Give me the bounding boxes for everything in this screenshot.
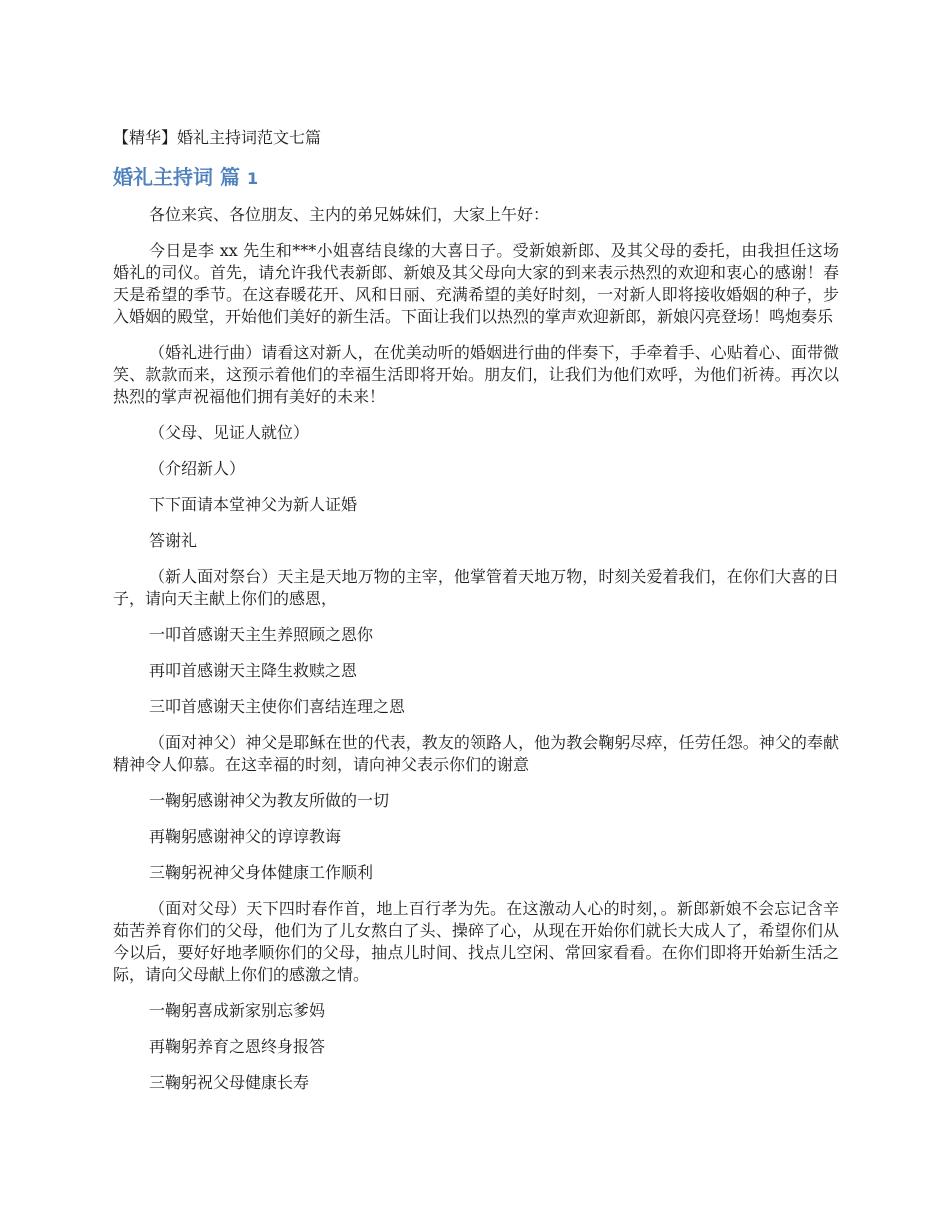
paragraph-greeting: 各位来宾、各位朋友、主内的弟兄姊妹们，大家上午好： (149, 205, 550, 224)
paragraph-wedding-march: （婚礼进行曲）请看这对新人，在优美动听的婚姻进行曲的伴奏下，手牵着手、心贴着心、面带微笑、款款而来，这预示着他们的幸福生活即将开始。朋友们，让我们为他们欢呼，为他们祈祷。再次以热烈的掌声祝福他们拥有美好的未来！ (113, 343, 839, 406)
paragraph-second-kowtow: 再叩首感谢天主降生救赎之恩 (149, 661, 358, 680)
paragraph-parents-seated: （父母、见证人就位） (149, 423, 310, 442)
paragraph-third-kowtow: 三叩首感谢天主使你们喜结连理之恩 (149, 697, 406, 716)
paragraph-first-kowtow: 一叩首感谢天主生养照顾之恩你 (149, 625, 374, 644)
paragraph-opening: 今日是李 xx 先生和***小姐喜结良缘的大喜日子。受新娘新郎、及其父母的委托，由我担任这场婚礼的司仪。首先，请允许我代表新郎、新娘及其父母向大家的到来表示热烈的欢迎和衷心的感谢！春天是希望的季节。在这春暖花开、风和日丽、充满希望的美好时刻，一对新人即将接收婚姻的种子，步入婚姻的殿堂，开始他们美好的新生活。下面让我们以热烈的掌声欢迎新郎，新娘闪亮登场！鸣炮奏乐 (113, 241, 839, 326)
document-title: 【精华】婚礼主持词范文七篇 (113, 128, 322, 147)
paragraph-priest-bow-1: 一鞠躬感谢神父为教友所做的一切 (149, 791, 390, 810)
paragraph-thanks-rite: 答谢礼 (149, 531, 198, 550)
document-body (113, 204, 839, 1108)
paragraph-parents-bow-2: 再鞠躬养育之恩终身报答 (149, 1037, 326, 1056)
paragraph-priest-bow-2: 再鞠躬感谢神父的谆谆教诲 (149, 827, 342, 846)
paragraph-priest-witness: 下下面请本堂神父为新人证婚 (149, 495, 358, 514)
paragraph-facing-parents: （面对父母）天下四时春作首，地上百行孝为先。在这激动人心的时刻，。新郎新娘不会忘记含辛茹苦养育你们的父母，他们为了儿女熬白了头、操碎了心，从现在开始你们就长大成人了，希望你们从今以后，要好好地孝顺你们的父母，抽点儿时间、找点儿空闲、常回家看看。在你们即将开始新生活之际，请向父母献上你们的感激之情。 (113, 899, 839, 984)
paragraph-parents-bow-1: 一鞠躬喜成新家别忘爹妈 (149, 1001, 326, 1020)
paragraph-priest-bow-3: 三鞠躬祝神父身体健康工作顺利 (149, 863, 374, 882)
paragraph-facing-altar: （新人面对祭台）天主是天地万物的主宰，他掌管着天地万物，时刻关爱着我们，在你们大喜的日子，请向天主献上你们的感恩， (113, 567, 839, 608)
section-heading-text: 婚礼主持词 篇 (113, 165, 240, 189)
paragraph-parents-bow-3: 三鞠躬祝父母健康长寿 (149, 1073, 310, 1092)
paragraph-facing-priest: （面对神父）神父是耶稣在世的代表，教友的领路人，他为教会鞠躬尽瘁，任劳任怨。神父的奉献精神令人仰慕。在这幸福的时刻，请向神父表示你们的谢意 (113, 733, 839, 774)
section-heading-number: 1 (246, 169, 259, 188)
paragraph-introduce-couple: （介绍新人） (149, 459, 246, 478)
section-heading (113, 163, 258, 193)
